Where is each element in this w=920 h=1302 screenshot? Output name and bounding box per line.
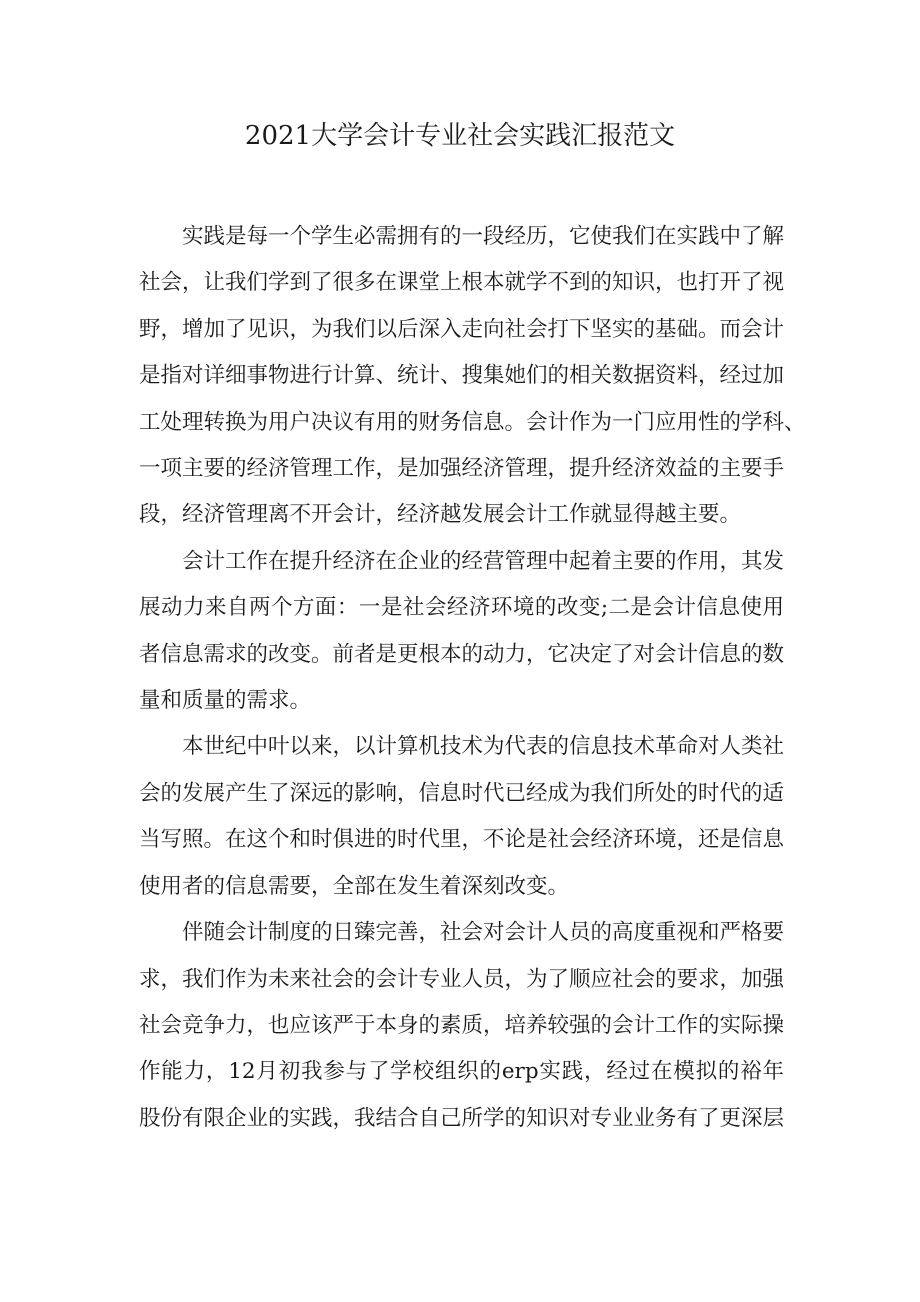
paragraph-3 xyxy=(139,724,784,910)
paragraph-line: 会的发展产生了深远的影响，信息时代已经成为我们所处的时代的适 xyxy=(139,780,785,806)
paragraph-line: 一项主要的经济管理工作，是加强经济管理，提升经济效益的主要手 xyxy=(139,456,785,482)
paragraph-line: 展动力来自两个方面：一是社会经济环境的改变;二是会计信息使用 xyxy=(139,595,784,621)
paragraph-line: 股份有限企业的实践，我结合自己所学的知识对专业业务有了更深层 xyxy=(139,1105,785,1131)
paragraph-line: 段，经济管理离不开会计，经济越发展会计工作就显得越主要。 xyxy=(139,502,742,528)
paragraph-line: 社会竞争力，也应该严于本身的素质，培养较强的会计工作的实际操 xyxy=(139,1012,785,1038)
document-title: 2021大学会计专业社会实践汇报范文 xyxy=(244,121,676,151)
paragraph-4 xyxy=(139,910,784,1142)
paragraph-line: 量和质量的需求。 xyxy=(139,688,312,714)
paragraph-line: 工处理转换为用户决议有用的财务信息。会计作为一门应用性的学科、 xyxy=(139,409,806,435)
paragraph-line: 当写照。在这个和时俱进的时代里，不论是社会经济环境，还是信息 xyxy=(139,827,785,853)
paragraph-line: 实践是每一个学生必需拥有的一段经历，它使我们在实践中了解 xyxy=(182,224,785,249)
paragraph-line: 伴随会计制度的日臻完善，社会对会计人员的高度重视和严格要 xyxy=(182,920,785,946)
paragraph-line: 野，增加了见识，为我们以后深入走向社会打下坚实的基础。而会计 xyxy=(139,316,785,342)
paragraph-line: 本世纪中叶以来，以计算机技术为代表的信息技术革命对人类社 xyxy=(182,734,785,760)
paragraph-line: 社会，让我们学到了很多在课堂上根本就学不到的知识，也打开了视 xyxy=(139,270,785,296)
paragraph-line: 者信息需求的改变。前者是更根本的动力，它决定了对会计信息的数 xyxy=(139,641,785,667)
document-body xyxy=(139,214,806,1142)
paragraph-line: 使用者的信息需要，全部在发生着深刻改变。 xyxy=(139,873,570,899)
paragraph-1 xyxy=(139,214,806,539)
paragraph-2 xyxy=(139,539,784,725)
paragraph-line: 会计工作在提升经济在企业的经营管理中起着主要的作用，其发 xyxy=(182,548,785,574)
paragraph-line: 是指对详细事物进行计算、统计、搜集她们的相关数据资料，经过加 xyxy=(139,363,785,389)
paragraph-line: 求，我们作为未来社会的会计专业人员，为了顺应社会的要求，加强 xyxy=(139,966,785,992)
paragraph-line: 作能力，12月初我参与了学校组织的erp实践，经过在模拟的裕年 xyxy=(139,1059,784,1085)
